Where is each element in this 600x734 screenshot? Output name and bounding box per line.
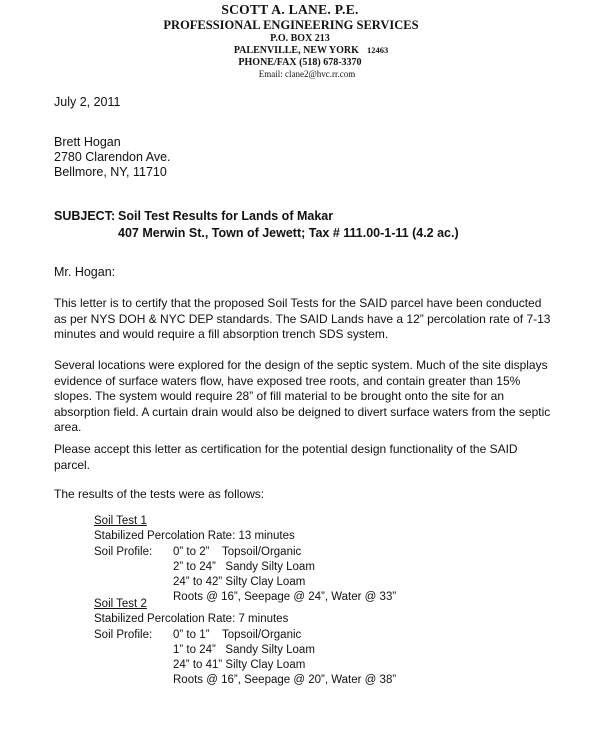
soil-test-title: Soil Test 2 [94,598,147,610]
letterhead-name: SCOTT A. LANE. P.E. [221,2,359,17]
soil-profile-label: Soil Profile: [94,628,153,641]
letterhead [0,2,600,80]
soil-layer: 1” to 24” Sandy Silty Loam [173,643,315,656]
soil-layer: 0” to 2” Topsoil/Organic [173,545,302,558]
percolation-rate: Stabilized Percolation Rate: 7 minutes [94,613,289,626]
subject-label: SUBJECT: [54,209,116,223]
subject-property: 407 Merwin St., Town of Jewett; Tax # 111.00-1-11 (4.2 ac.) [118,226,459,240]
soil-test-1 [94,514,396,606]
letterhead-email: Email: clane2@hvc.rr.com [258,69,356,80]
recipient-name: Brett Hogan [54,135,121,149]
recipient-address [54,135,171,180]
soil-layer: 0” to 1” Topsoil/Organic [173,628,302,641]
paragraph-results-intro: The results of the tests were as follows: [54,487,265,501]
salutation: Mr. Hogan: [54,265,116,279]
letterhead-city: PALENVILLE, NEW YORK [233,45,359,57]
soil-observations: Roots @ 16”, Seepage @ 24”, Water @ 33” [173,591,397,604]
soil-profile-label: Soil Profile: [94,545,153,558]
paragraph-acceptance: Please accept this letter as certification for the potential design functionality of the SAID parcel. [54,442,518,472]
soil-layer: 24” to 42” Silty Clay Loam [173,576,306,589]
soil-profile-row [94,628,396,643]
letter-date: July 2, 2011 [54,95,121,109]
subject-line [54,209,333,224]
paragraph-site-conditions: Several locations were explored for the design of the septic system. Much of the site displays evidence of surface waters flow, have exposed tree roots, and contain greater than 15% slopes. The system would require 28” of fill material to be brought onto the site for an absorption field. A curtain drain would also be deigned to divert surface waters from the septic area. [54,358,551,434]
soil-profile-row [94,545,396,560]
recipient-city: Bellmore, NY, 11710 [54,165,167,179]
soil-observations: Roots @ 16”, Seepage @ 20”, Water @ 38” [173,674,397,687]
letterhead-po-box: P.O. BOX 213 [270,33,330,45]
paragraph-certification: This letter is to certify that the proposed Soil Tests for the SAID parcel have been conducted as per NYS DOH & NYC DEP standards. The SAID Lands have a 12” percolation rate of 7-13 minutes and would require a fill absorption trench SDS system. [54,296,551,341]
letterhead-company: PROFESSIONAL ENGINEERING SERVICES [163,18,419,33]
recipient-street: 2780 Clarendon Ave. [54,150,171,164]
letterhead-phone: PHONE/FAX (518) 678-3370 [238,57,362,69]
soil-test-title: Soil Test 1 [94,515,147,527]
subject-title: Soil Test Results for Lands of Makar [118,209,334,223]
letterhead-zip: 12463 [366,45,389,56]
percolation-rate: Stabilized Percolation Rate: 13 minutes [94,530,295,543]
letterhead-city-line [22,45,600,57]
soil-layer: 24” to 41” Silty Clay Loam [173,659,306,672]
soil-layer: 2” to 24” Sandy Silty Loam [173,560,315,573]
soil-test-2 [94,597,396,689]
